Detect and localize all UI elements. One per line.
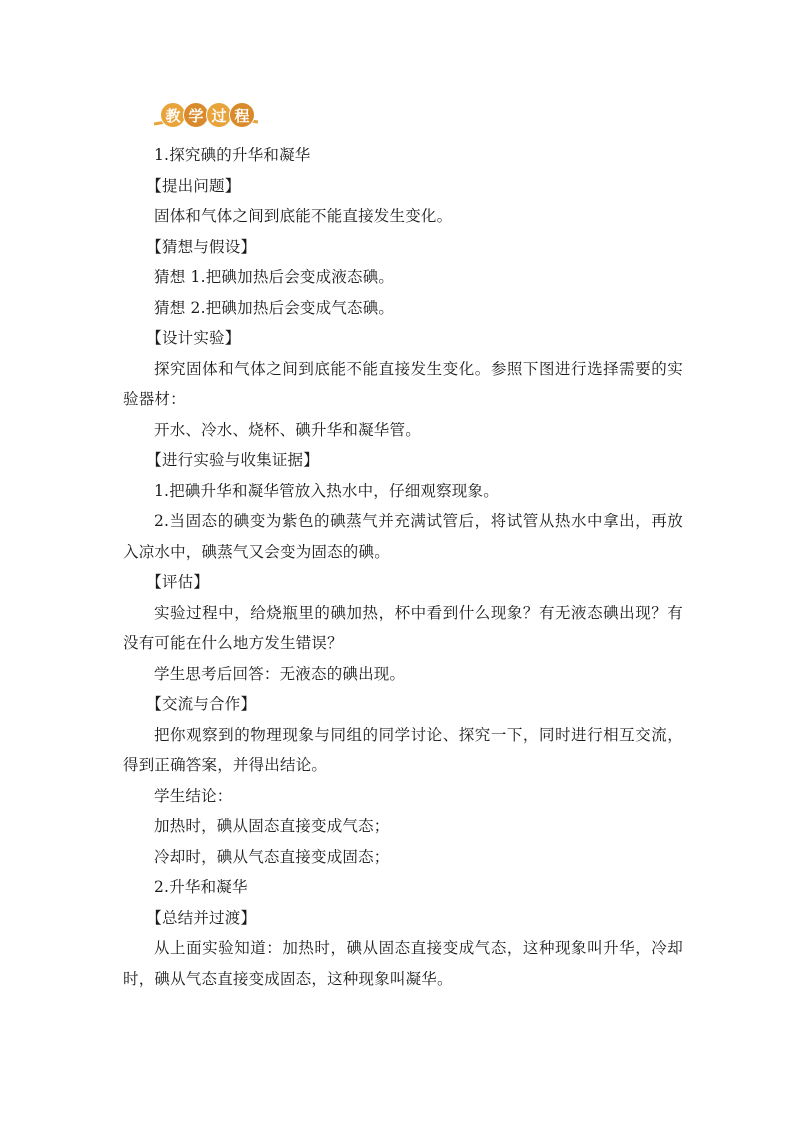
paragraph: 把你观察到的物理现象与同组的同学讨论、探究一下，同时进行相互交流，得到正确答案，并得出结论。 — [123, 725, 683, 774]
paragraph: 开水、冷水、烧杯、碘升华和凝华管。 — [154, 420, 421, 439]
paragraph: 从上面实验知道：加热时，碘从固态直接变成气态，这种现象叫升华，冷却时，碘从气态直接变成固态，这种现象叫凝华。 — [123, 939, 683, 988]
paragraph: 1.探究碘的升华和凝华 — [154, 146, 311, 164]
badge-char: 程 — [229, 102, 255, 128]
paragraph: 学生结论： — [154, 786, 233, 805]
section-heading: 【交流与合作】 — [146, 695, 257, 713]
paragraph: 猜想 2.把碘加热后会变成气态碘。 — [154, 298, 395, 317]
paragraph: 冷却时，碘从气态直接变成固态； — [154, 847, 390, 866]
paragraph: 加热时，碘从固态直接变成气态； — [154, 817, 390, 835]
paragraph: 探究固体和气体之间到底能不能直接发生变化。参照下图进行选择需要的实验器材： — [123, 359, 683, 408]
section-heading: 【总结并过渡】 — [146, 908, 257, 927]
section-heading: 【设计实验】 — [146, 329, 241, 347]
paragraph: 猜想 1.把碘加热后会变成液态碘。 — [154, 268, 395, 286]
paragraph: 2.当固态的碘变为紫色的碘蒸气并充满试管后，将试管从热水中拿出，再放入凉水中，碘蒸气又会变为固态的碘。 — [123, 512, 683, 561]
paragraph: 1.把碘升华和凝华管放入热水中，仔细观察现象。 — [154, 481, 499, 500]
paragraph: 2.升华和凝华 — [154, 878, 248, 896]
paragraph: 固体和气体之间到底能不能直接发生变化。 — [154, 207, 453, 225]
section-heading: 【提出问题】 — [146, 176, 241, 195]
document-body — [123, 140, 683, 994]
badge-char: 过 — [206, 102, 232, 128]
paragraph: 实验过程中，给烧瓶里的碘加热，杯中看到什么现象？有无液态碘出现？有没有可能在什么地方发生错误？ — [123, 603, 683, 652]
section-heading: 【进行实验与收集证据】 — [146, 451, 319, 469]
badge-char: 教 — [160, 102, 186, 128]
paragraph: 学生思考后回答：无液态的碘出现。 — [154, 664, 406, 683]
section-badge — [160, 101, 252, 129]
badge-char: 学 — [183, 102, 209, 128]
section-heading: 【评估】 — [146, 573, 210, 591]
section-heading: 【猜想与假设】 — [146, 237, 257, 256]
